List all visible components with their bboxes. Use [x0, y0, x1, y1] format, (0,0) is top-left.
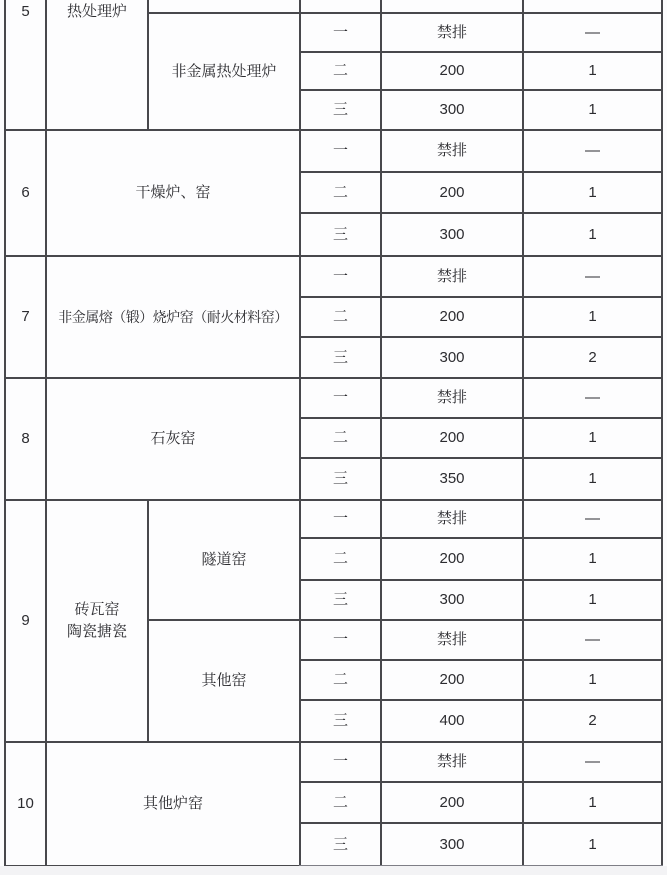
- section-no-cell: 10: [5, 742, 46, 866]
- section-no-cell: 7: [5, 256, 46, 378]
- factor-value-cell: 1: [523, 823, 662, 866]
- factor-value-cell: —: [523, 378, 662, 418]
- category-cell: 石灰窑: [46, 378, 300, 500]
- limit-value-cell: 300: [381, 90, 523, 130]
- section-no-cell: 8: [5, 378, 46, 500]
- category-cell: 干燥炉、窑: [46, 130, 300, 256]
- limit-value-cell: 200: [381, 172, 523, 213]
- limit-value-cell: 禁排: [381, 13, 523, 52]
- category-line: 砖瓦窑: [74, 600, 120, 618]
- factor-value-cell: —: [523, 620, 662, 660]
- factor-value-cell: 1: [523, 418, 662, 458]
- limit-value-cell: 禁排: [381, 500, 523, 538]
- limit-value-cell: 200: [381, 782, 523, 823]
- grade-cell: 一: [300, 13, 381, 52]
- category-line: 陶瓷搪瓷: [66, 623, 127, 640]
- emission-limits-table: [4, 0, 663, 868]
- limit-value-cell: 400: [381, 700, 523, 742]
- grade-cell: 二: [300, 782, 381, 823]
- factor-value-cell: 2: [523, 700, 662, 742]
- page-bottom-margin: [0, 866, 667, 875]
- grade-cell: 三: [300, 700, 381, 742]
- factor-value-cell: 1: [523, 580, 662, 620]
- section-no-cell: 9: [5, 500, 46, 742]
- limit-value-cell: 200: [381, 418, 523, 458]
- limit-value-cell: 禁排: [381, 130, 523, 172]
- grade-cell: 二: [300, 172, 381, 213]
- grade-cell: 一: [300, 256, 381, 297]
- limit-value-cell: 200: [381, 52, 523, 90]
- limit-value-cell: 300: [381, 580, 523, 620]
- factor-value-cell: —: [523, 130, 662, 172]
- cut-off-cell: [300, 0, 381, 13]
- factor-value-cell: —: [523, 256, 662, 297]
- grade-cell: 二: [300, 297, 381, 337]
- grade-cell: 二: [300, 538, 381, 580]
- factor-value-cell: 2: [523, 337, 662, 378]
- cut-off-cell: [381, 0, 523, 13]
- grade-cell: 三: [300, 823, 381, 866]
- factor-value-cell: 1: [523, 297, 662, 337]
- factor-value-cell: —: [523, 500, 662, 538]
- grade-cell: 一: [300, 130, 381, 172]
- factor-value-cell: 1: [523, 172, 662, 213]
- factor-value-cell: —: [523, 742, 662, 782]
- factor-value-cell: 1: [523, 52, 662, 90]
- subcategory-cell: 非金属热处理炉: [148, 13, 300, 130]
- grade-cell: 三: [300, 580, 381, 620]
- grade-cell: 三: [300, 213, 381, 256]
- grade-cell: 一: [300, 620, 381, 660]
- grade-cell: 三: [300, 458, 381, 500]
- limit-value-cell: 禁排: [381, 378, 523, 418]
- section-no-cell: 6: [5, 130, 46, 256]
- limit-value-cell: 300: [381, 337, 523, 378]
- factor-value-cell: 1: [523, 458, 662, 500]
- subcategory-cell: 其他窑: [148, 620, 300, 742]
- grade-cell: 一: [300, 378, 381, 418]
- grade-cell: 三: [300, 90, 381, 130]
- cut-off-cell: [523, 0, 662, 13]
- factor-value-cell: 1: [523, 213, 662, 256]
- grade-cell: 二: [300, 52, 381, 90]
- factor-value-cell: 1: [523, 782, 662, 823]
- limit-value-cell: 350: [381, 458, 523, 500]
- limit-value-cell: 200: [381, 297, 523, 337]
- section-no-cell: 5: [5, 0, 46, 130]
- category-cell: [46, 500, 148, 742]
- grade-cell: 一: [300, 742, 381, 782]
- factor-value-cell: 1: [523, 538, 662, 580]
- factor-value-cell: —: [523, 13, 662, 52]
- limit-value-cell: 禁排: [381, 256, 523, 297]
- grade-cell: 二: [300, 660, 381, 700]
- factor-value-cell: 1: [523, 90, 662, 130]
- grade-cell: 三: [300, 337, 381, 378]
- subcategory-cell: 隧道窑: [148, 500, 300, 620]
- category-cell: 热处理炉: [46, 0, 148, 130]
- category-cell: 非金属熔（锻）烧炉窑（耐火材料窑）: [46, 256, 300, 378]
- limit-value-cell: 禁排: [381, 742, 523, 782]
- limit-value-cell: 禁排: [381, 620, 523, 660]
- cut-off-cell: [148, 0, 300, 13]
- factor-value-cell: 1: [523, 660, 662, 700]
- grade-cell: 一: [300, 500, 381, 538]
- limit-value-cell: 300: [381, 213, 523, 256]
- limit-value-cell: 300: [381, 823, 523, 866]
- limit-value-cell: 200: [381, 660, 523, 700]
- grade-cell: 二: [300, 418, 381, 458]
- limit-value-cell: 200: [381, 538, 523, 580]
- category-cell: 其他炉窑: [46, 742, 300, 866]
